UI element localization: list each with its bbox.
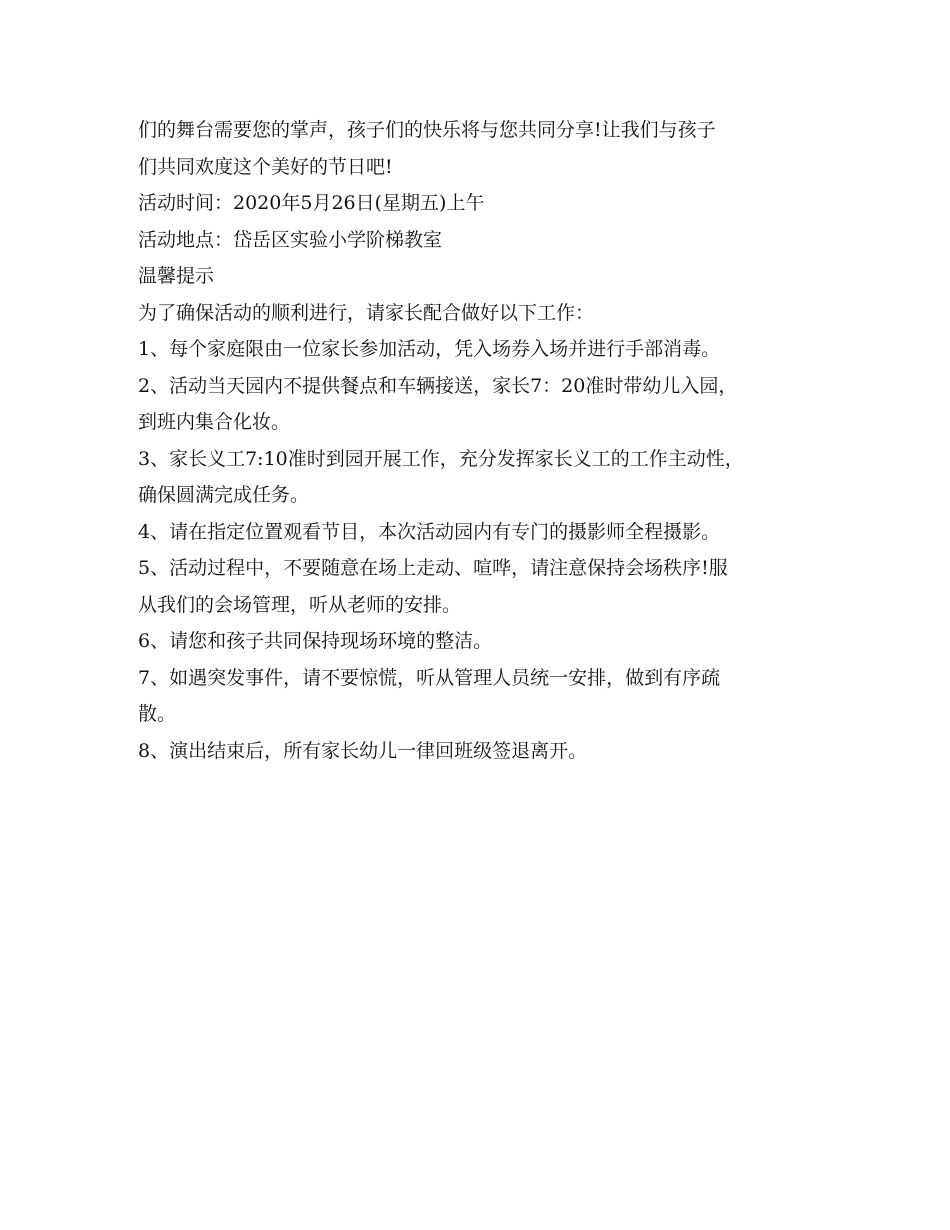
list-item-1: 1、每个家庭限由一位家长参加活动，凭入场券入场并进行手部消毒。 bbox=[138, 338, 721, 360]
event-time-line: 活动时间：2020年5月26日(星期五)上午 bbox=[138, 192, 485, 214]
list-item-7: 7、如遇突发事件，请不要惊慌，听从管理人员统一安排，做到有序疏 bbox=[138, 666, 721, 689]
list-item-5-cont: 从我们的会场管理，听从老师的安排。 bbox=[138, 593, 462, 616]
list-item-2: 2、活动当天园内不提供餐点和车辆接送，家长7：20准时带幼儿入园， bbox=[138, 374, 738, 397]
list-item-6: 6、请您和孩子共同保持现场环境的整洁。 bbox=[138, 630, 493, 652]
list-item-3-cont: 确保圆满完成任务。 bbox=[138, 484, 310, 506]
list-item-7-cont: 散。 bbox=[138, 703, 177, 725]
list-item-4: 4、请在指定位置观看节目，本次活动园内有专门的摄影师全程摄影。 bbox=[138, 520, 721, 543]
document-body bbox=[138, 112, 828, 769]
list-item-8: 8、演出结束后，所有家长幼儿一律回班级签退离开。 bbox=[138, 739, 588, 762]
text-line: 为了确保活动的顺利进行，请家长配合做好以下工作： bbox=[138, 301, 595, 324]
section-heading: 温馨提示 bbox=[138, 265, 215, 287]
list-item-3: 3、家长义工7:10准时到园开展工作，充分发挥家长义工的工作主动性， bbox=[138, 447, 744, 470]
text-line: 们共同欢度这个美好的节日吧! bbox=[138, 155, 393, 178]
text-line: 们的舞台需要您的掌声，孩子们的快乐将与您共同分享!让我们与孩子 bbox=[138, 119, 716, 141]
list-item-5: 5、活动过程中，不要随意在场上走动、喧哗，请注意保持会场秩序!服 bbox=[138, 557, 728, 579]
event-location-line: 活动地点：岱岳区实验小学阶梯教室 bbox=[138, 228, 443, 251]
list-item-2-cont: 到班内集合化妆。 bbox=[138, 411, 291, 433]
